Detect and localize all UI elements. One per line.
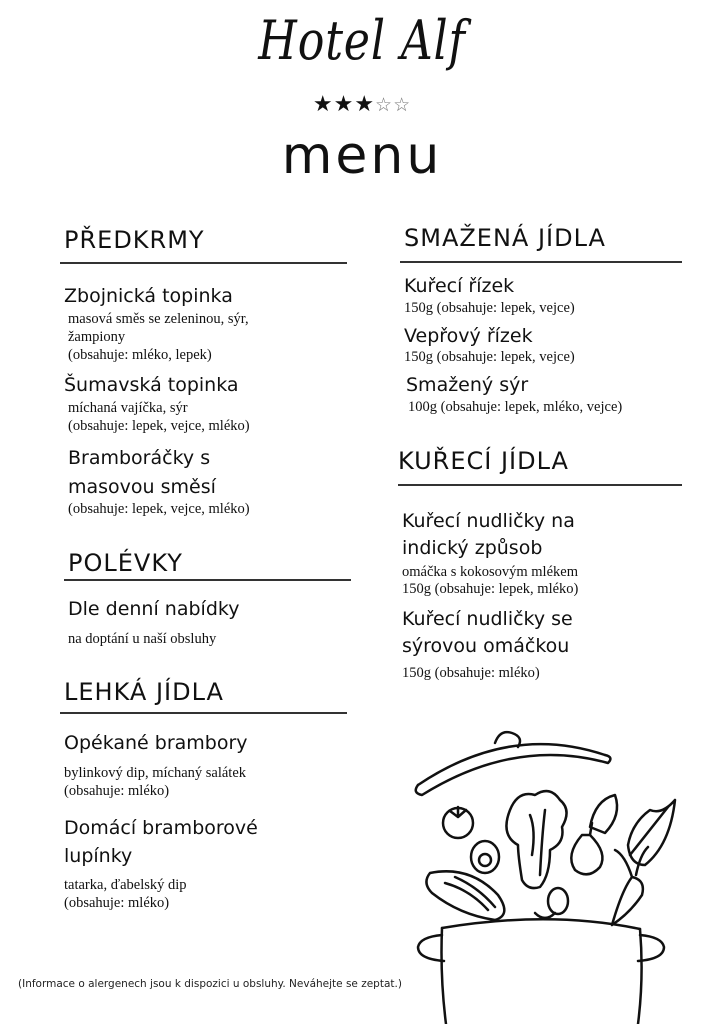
menu-item-desc: bylinkový dip, míchaný salátek xyxy=(64,765,247,781)
menu-item-name: Opékané brambory xyxy=(64,732,248,754)
menu-item-allergens: (obsahuje: mléko) xyxy=(64,783,170,799)
allergen-note: (Informace o alergenech jsou k dispozici u obsluhy. Neváhejte se zeptat.) xyxy=(18,978,402,990)
menu-item-name: masovou směsí xyxy=(68,476,216,498)
star-rating xyxy=(0,94,724,116)
egg-icon xyxy=(471,841,499,873)
menu-item-allergens: (obsahuje: lepek, vejce, mléko) xyxy=(68,501,250,517)
menu-item-desc: žampiony xyxy=(68,329,126,345)
cabbage-icon xyxy=(506,791,566,888)
section-divider xyxy=(60,262,347,264)
menu-item-name: Zbojnická topinka xyxy=(64,285,233,307)
menu-item-desc: na doptání u naší obsluhy xyxy=(68,631,217,647)
section-heading-kureci-jidla: KUŘECÍ JÍDLA xyxy=(398,447,569,475)
section-heading-smazena-jidla: SMAŽENÁ JÍDLA xyxy=(404,224,606,252)
section-divider xyxy=(60,712,347,714)
salmon-icon xyxy=(426,871,504,920)
menu-item-allergens: (obsahuje: mléko) xyxy=(64,895,170,911)
menu-item-desc: míchaná vajíčka, sýr xyxy=(68,400,188,416)
menu-item-name: Dle denní nabídky xyxy=(68,598,240,620)
filled-stars-icon: ★★★ xyxy=(312,92,376,117)
menu-item-desc: 150g (obsahuje: lepek, vejce) xyxy=(404,300,575,316)
menu-item-name: Domácí bramborové xyxy=(64,817,258,839)
section-heading-predkrmy: PŘEDKRMY xyxy=(64,226,205,254)
menu-item-desc: tatarka, ďabelský dip xyxy=(64,877,187,893)
section-divider xyxy=(400,261,682,263)
cooking-pot-illustration xyxy=(400,715,700,1024)
menu-item-allergens: 150g (obsahuje: mléko) xyxy=(402,665,540,681)
menu-item-desc: 150g (obsahuje: lepek, vejce) xyxy=(404,349,575,365)
menu-item-name: Kuřecí řízek xyxy=(404,275,515,297)
section-heading-lehka-jidla: LEHKÁ JÍDLA xyxy=(64,678,224,706)
section-divider xyxy=(398,484,682,486)
page-title: menu xyxy=(281,126,443,186)
menu-item-allergens: (obsahuje: lepek, vejce, mléko) xyxy=(68,418,250,434)
section-divider xyxy=(64,579,351,581)
menu-item-name: Smažený sýr xyxy=(406,374,529,396)
empty-stars-icon: ☆☆ xyxy=(375,94,412,116)
menu-item-allergens: 150g (obsahuje: lepek, mléko) xyxy=(402,581,579,597)
tomato-icon xyxy=(443,807,473,838)
menu-item-name: Šumavská topinka xyxy=(64,374,239,396)
menu-item-name: lupínky xyxy=(64,845,133,867)
menu-item-desc: 100g (obsahuje: lepek, mléko, vejce) xyxy=(408,399,623,415)
menu-item-desc: omáčka s kokosovým mlékem xyxy=(402,564,578,580)
pea-icon xyxy=(535,913,555,918)
olive-icon xyxy=(548,888,568,914)
pot-icon xyxy=(418,919,664,1024)
menu-item-name: Bramboráčky s xyxy=(68,447,211,469)
menu-item-name: Vepřový řízek xyxy=(404,325,533,347)
menu-item-allergens: (obsahuje: mléko, lepek) xyxy=(68,347,212,363)
hotel-logo: Hotel Alf xyxy=(258,9,466,72)
pot-lid-icon xyxy=(416,732,611,795)
menu-item-name: Kuřecí nudličky na xyxy=(402,510,575,532)
menu-item-name: indický způsob xyxy=(402,537,543,559)
carrot-icon xyxy=(612,847,648,925)
menu-item-desc: masová směs se zeleninou, sýr, xyxy=(68,311,249,327)
menu-item-name: Kuřecí nudličky se xyxy=(402,608,573,630)
menu-item-name: sýrovou omáčkou xyxy=(402,635,570,657)
section-heading-polevky: POLÉVKY xyxy=(68,549,183,577)
